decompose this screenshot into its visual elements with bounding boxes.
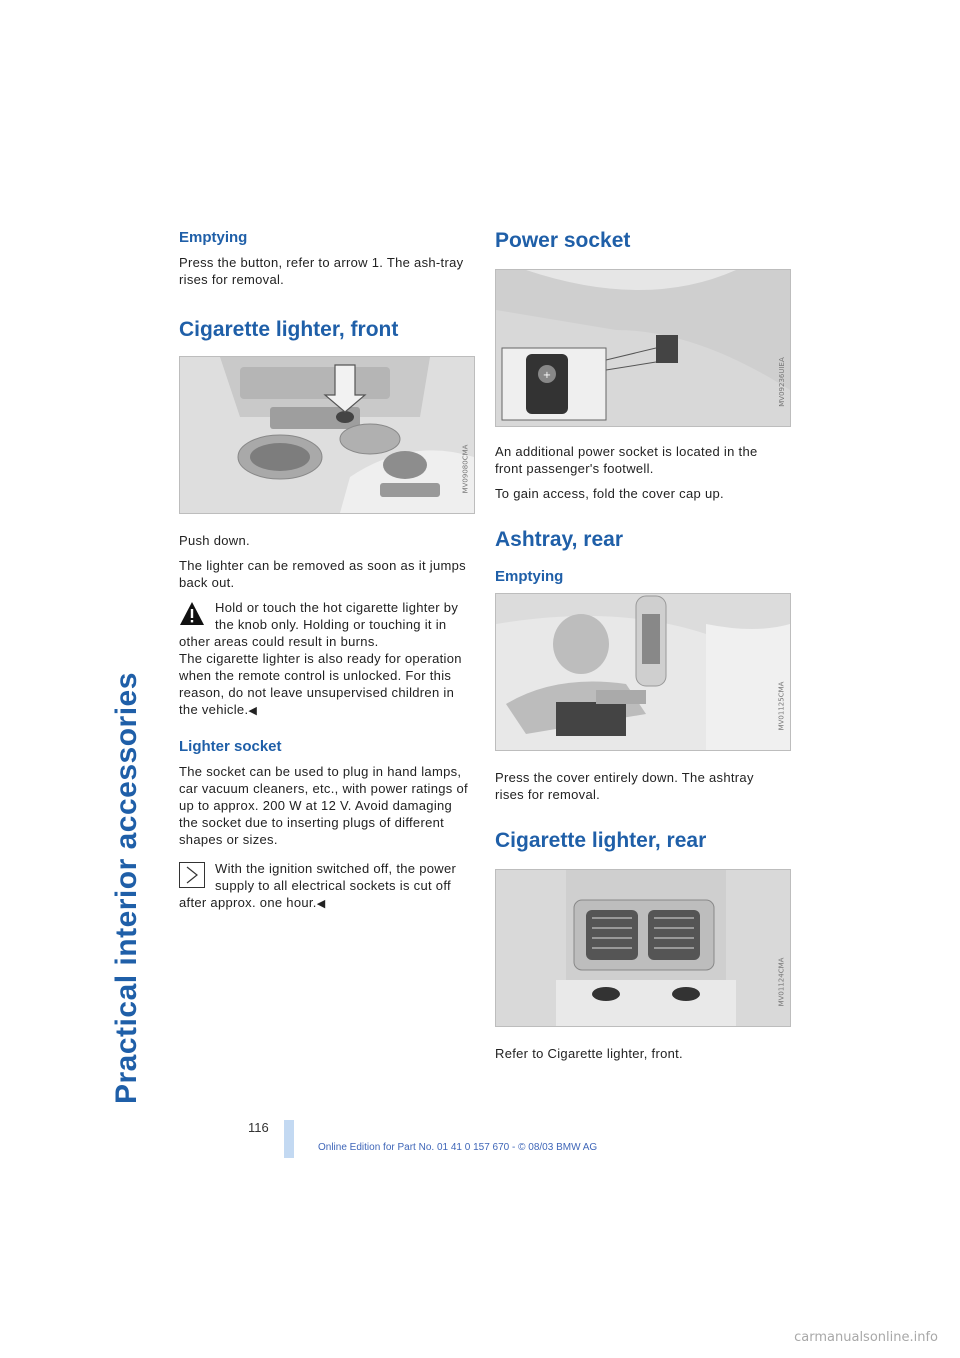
footer-text: Online Edition for Part No. 01 41 0 157 670 - © 08/03 BMW AG [318, 1142, 598, 1153]
ashtray-rear-figure [495, 593, 791, 751]
warning-text-1: Hold or touch the hot cigarette lighter by the knob only. Holding or touching it in other areas could result in burns. [179, 600, 459, 649]
end-mark: ◀ [316, 898, 326, 910]
watermark: carmanualsonline.info [794, 1330, 938, 1345]
side-title: Practical interior accessories [110, 672, 143, 1104]
left-column [179, 229, 469, 921]
power-socket-heading: Power socket [495, 229, 631, 252]
footwell-illustration [496, 270, 790, 426]
figure-code: MV09080CMA [461, 444, 470, 494]
lighter-rear-text: Refer to Cigarette lighter, front. [495, 1046, 683, 1061]
footer-bar [284, 1120, 294, 1158]
warning-text-2: The cigarette lighter is also ready for operation when the remote control is unlocked. For this reason, do not leave unsupervised children in the vehicle.◀ [179, 651, 462, 717]
lighter-socket-heading: Lighter socket [179, 738, 282, 755]
figure-code: MV09236UIEA [777, 357, 786, 407]
ashtray-rear-text: Press the cover entirely down. The ashtray rises for removal. [495, 770, 754, 802]
emptying-text: Press the button, refer to arrow 1. The ash-tray rises for removal. [179, 255, 464, 287]
lighter-front-heading: Cigarette lighter, front [179, 318, 399, 341]
page-number: 116 [248, 1120, 269, 1135]
rear-console-illustration [496, 870, 790, 1026]
emptying-heading: Emptying [179, 229, 248, 246]
door-illustration [496, 594, 790, 750]
figure-code: MV01124CMA [777, 957, 786, 1007]
info-note-text: With the ignition switched off, the power supply to all electrical sockets is cut off after approx. one hour.◀ [179, 861, 457, 910]
info-note [179, 860, 469, 913]
ashtray-rear-sub: Emptying [495, 568, 564, 585]
console-illustration [180, 357, 474, 513]
power-socket-p2: To gain access, fold the cover cap up. [495, 486, 724, 501]
note-arrow-icon [179, 862, 205, 888]
ashtray-rear-heading: Ashtray, rear [495, 528, 624, 551]
lighter-rear-figure [495, 869, 791, 1027]
lighter-front-figure [179, 356, 475, 514]
end-mark: ◀ [248, 705, 258, 717]
lighter-front-p1: Push down. [179, 533, 250, 548]
figure-code: MV01125CMA [777, 681, 786, 731]
lighter-rear-heading: Cigarette lighter, rear [495, 829, 707, 852]
lighter-socket-text: The socket can be used to plug in hand lamps, car vacuum cleaners, etc., with power ratings of up to approx. 200 W at 12 V. Avoid damaging the socket due to inserting plugs of different shapes or sizes. [179, 764, 468, 847]
warning-note [179, 599, 469, 720]
power-socket-figure [495, 269, 791, 427]
svg-text:+: + [542, 370, 552, 381]
power-socket-p1: An additional power socket is located in the front passenger's footwell. [495, 444, 758, 476]
lighter-front-p2: The lighter can be removed as soon as it jumps back out. [179, 558, 466, 590]
warning-icon [179, 601, 205, 627]
right-column [495, 229, 785, 1070]
